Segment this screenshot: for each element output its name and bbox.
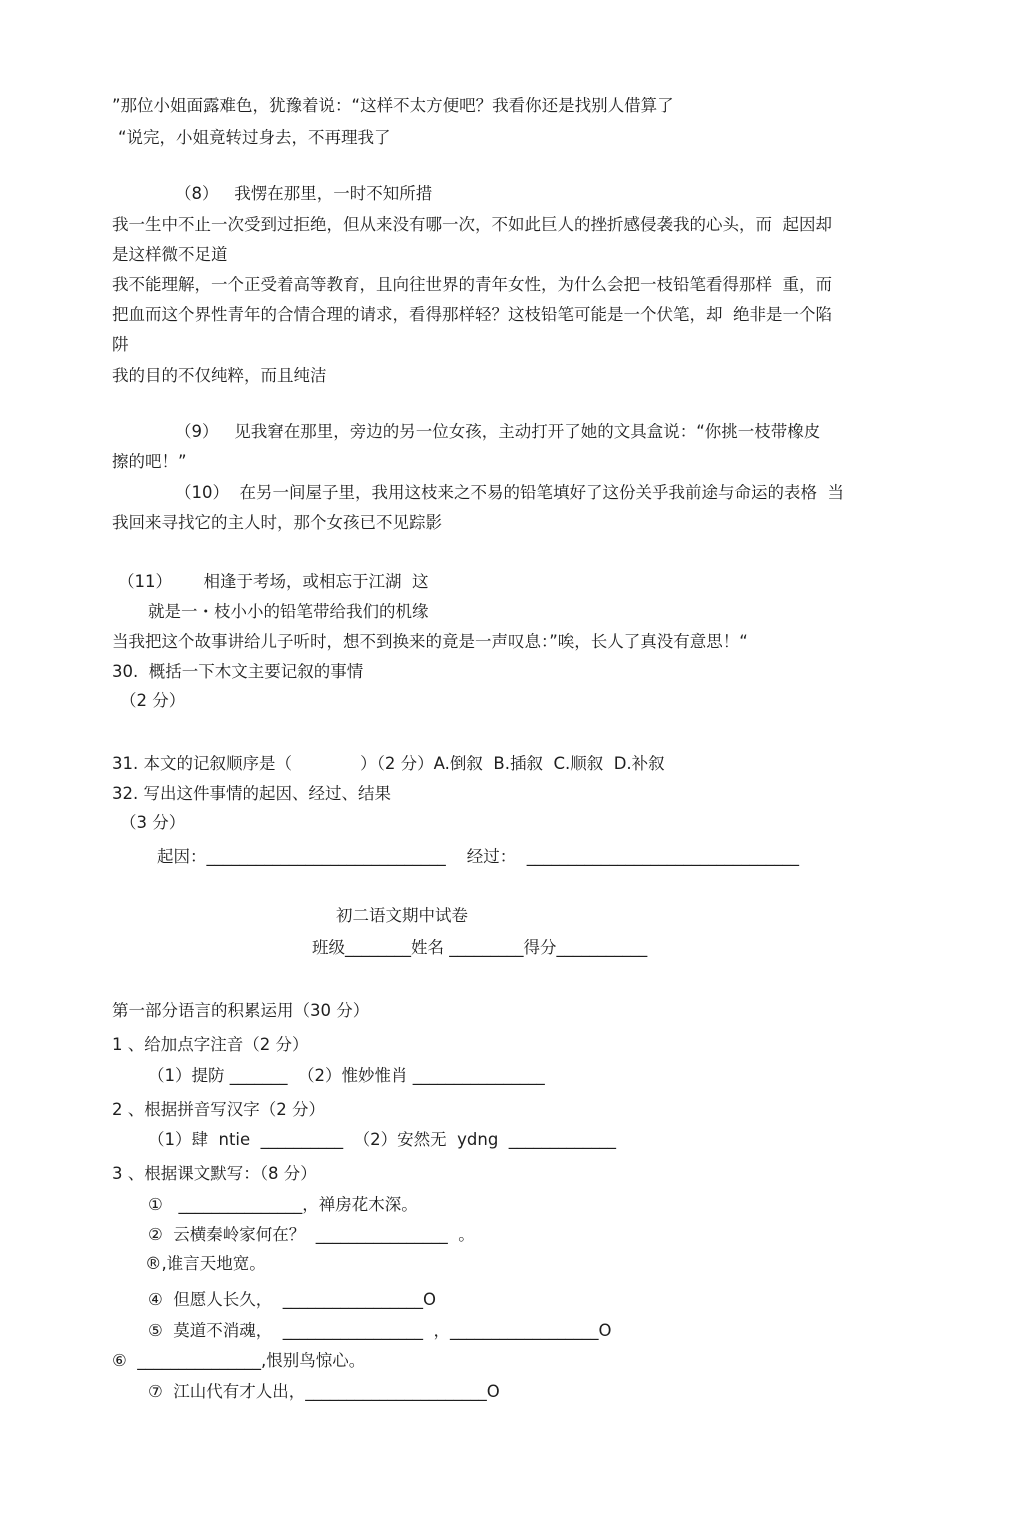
story-line: 我回来寻找它的主人时，那个女孩已不见踪影 (112, 513, 442, 532)
paragraph-10: （10） 在另一间屋子里，我用这枝来之不易的铅笔填好了这份关乎我前途与命运的表格 当 (175, 483, 844, 502)
question-32-score: （3 分） (120, 813, 186, 832)
item-2-content: （1）肆 ntie __________ （2）安然无 ydng _____________ (148, 1130, 617, 1149)
story-line: 我不能理解，一个正受着高等教育，且向往世界的青年女性，为什么会把一枝铅笔看得那样 重，而 (112, 275, 832, 294)
question-30-score: （2 分） (120, 691, 186, 710)
story-line: ”那位小姐面露难色，犹豫着说：“这样不太方便吧？我看你还是找别人借算了 (112, 96, 674, 115)
item-1-content: （1）提防 _______ （2）惟妙惟肖 ________________ (148, 1066, 545, 1085)
story-line: “说完，小姐竟转过身去，不再理我了 (118, 128, 391, 147)
recite-line-1: ① _______________，禅房花木深。 (148, 1195, 418, 1214)
story-line: 把血而这个界性青年的合情合理的请求，看得那样轻？这枝铅笔可能是一个伏笔，却 绝非是一个陷 (112, 305, 832, 324)
story-line: 我一生中不止一次受到过拒绝，但从来没有哪一次，不如此巨人的挫折感侵袭我的心头，而 起因却 (112, 215, 832, 234)
item-3-heading: 3 、根据课文默写：（8 分） (112, 1164, 317, 1183)
story-line: 就是一・枝小小的铅笔带给我们的机缘 (148, 602, 429, 621)
question-32: 32. 写出这件事情的起因、经过、结果 (112, 784, 391, 803)
question-32-fields: 起因：_____________________________ 经过： _________________________________ (157, 847, 799, 866)
question-30: 30. 概括一下木文主要记叙的事情 (112, 662, 364, 681)
recite-line-7: ⑦ 江山代有才人出，______________________O (148, 1382, 500, 1401)
recite-line-2: ② 云横秦岭家何在？ ________________ 。 (148, 1225, 475, 1244)
paragraph-8: （8） 我愣在那里，一时不知所措 (175, 184, 433, 203)
recite-line-5: ⑤ 莫道不消魂， _________________ ，__________________O (148, 1321, 612, 1340)
recite-line-6: ⑥ _______________,恨别鸟惊心。 (112, 1351, 366, 1370)
recite-line-4: ④ 但愿人长久， _________________O (148, 1290, 437, 1309)
item-2-heading: 2 、根据拼音写汉字（2 分） (112, 1100, 325, 1119)
story-line: 我的目的不仅纯粹，而且纯洁 (112, 366, 327, 385)
paragraph-11: （11） 相逢于考场，或相忘于江湖 这 (118, 572, 429, 591)
exam-info-line: 班级________姓名 _________得分___________ (312, 938, 648, 957)
question-31: 31. 本文的记叙顺序是（ ）（2 分）A.倒叙 B.插叙 C.顺叙 D.补叙 (112, 754, 665, 773)
story-line: 擦的吧！” (112, 452, 187, 471)
story-line: 阱 (112, 335, 129, 354)
story-line: 当我把这个故事讲给儿子听时，想不到换来的竟是一声叹息：”唉，长人了真没有意思！“ (112, 632, 748, 651)
story-line: 是这样微不足道 (112, 245, 228, 264)
exam-title: 初二语文期中试卷 (336, 906, 468, 925)
recite-line-3: ®,谁言天地宽。 (145, 1254, 266, 1273)
item-1-heading: 1 、给加点字注音（2 分） (112, 1035, 309, 1054)
part1-heading: 第一部分语言的积累运用（30 分） (112, 1001, 370, 1020)
paragraph-9: （9） 见我窘在那里，旁边的另一位女孩，主动打开了她的文具盒说：“你挑一枝带橡皮 (175, 422, 821, 441)
